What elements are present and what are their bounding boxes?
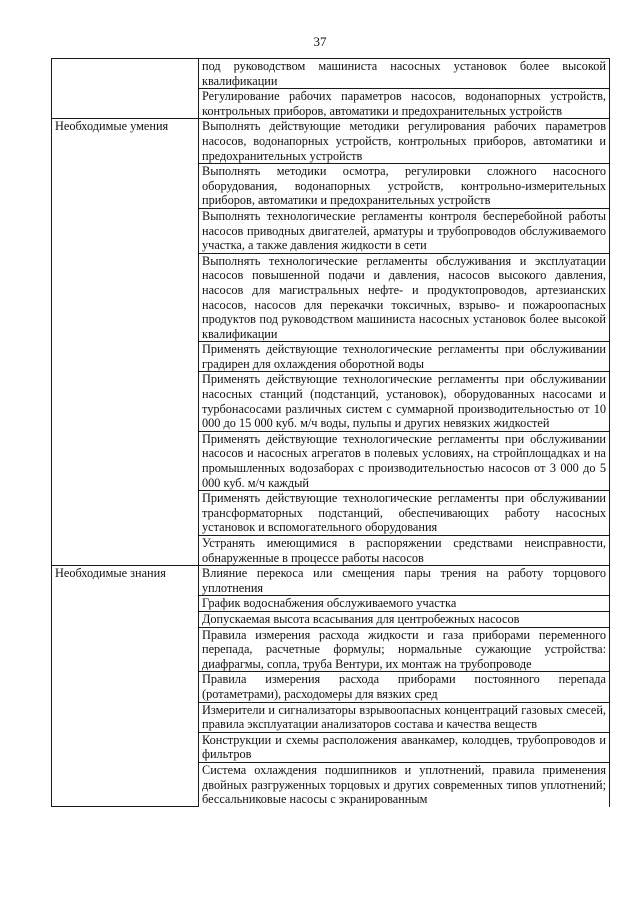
requirement-cell: Выполнять технологические регламенты контроля бесперебойной работы насосов приводных двигателей, арматуры и трубопроводов обслуживаемого участка, а также давления жидкости в сети — [199, 208, 610, 253]
requirement-cell: Выполнять методики осмотра, регулировки сложного насосного оборудования, водонапорных устройств, контрольно-измерительных приборов, автоматики и предохранительных устройств — [199, 164, 610, 209]
requirement-cell: Применять действующие технологические регламенты при обслуживании трансформаторных подстанций, обеспечивающих работу насосных установок и вспомогательного оборудования — [199, 491, 610, 536]
requirement-cell: Устранять имеющимися в распоряжении средствами неисправности, обнаруженные в процессе работы насосов — [199, 536, 610, 566]
requirement-cell: Применять действующие технологические регламенты при обслуживании градирен для охлаждения оборотной воды — [199, 342, 610, 372]
requirement-cell: Применять действующие технологические регламенты при обслуживании насосов и насосных агрегатов в полевых условиях, на стройплощадках и на промышленных водозаборах с производительностью насосов от 3 000 до 5 000 куб. м/ч каждый — [199, 431, 610, 490]
requirement-cell: Измерители и сигнализаторы взрывоопасных концентраций газовых смесей, правила эксплуатации анализаторов состава и качества веществ — [199, 702, 610, 732]
requirement-cell: Выполнять технологические регламенты обслуживания и эксплуатации насосов повышенной подачи и давления, насосов высокого давления, насосов для магистральных нефте- и продуктопроводов, артезианских насосов, насосов для перекачки токсичных, взрыво- и пожароопасных продуктов под руководством машиниста насосных установок более высокой квалификации — [199, 253, 610, 342]
table-row — [52, 59, 610, 89]
requirement-cell: под руководством машиниста насосных установок более высокой квалификации — [199, 59, 610, 89]
requirement-cell: Система охлаждения подшипников и уплотнений, правила применения двойных разгруженных торцовых и других современных типов уплотнений; бессальниковые насосы с экранированным — [199, 762, 610, 806]
requirements-table-body — [52, 59, 610, 807]
table-row — [52, 119, 610, 164]
requirement-cell: Применять действующие технологические регламенты при обслуживании насосных станций (подстанций, установок), оборудованных насосами и турбонасосами различных систем с суммарной производительностью от 10 000 до 15 000 куб. м/ч воды, пульпы и других невязких жидкостей — [199, 372, 610, 431]
requirement-cell: Правила измерения расхода жидкости и газа приборами переменного перепада, расчетные формулы; нормальные сужающие устройства: диафрагмы, сопла, труба Вентури, их монтаж на трубопроводе — [199, 627, 610, 672]
requirement-cell: Влияние перекоса или смещения пары трения на работу торцового уплотнения — [199, 566, 610, 596]
requirement-cell: Правила измерения расхода приборами постоянного перепада (ротаметрами), расходомеры для вязких сред — [199, 672, 610, 702]
section-label — [52, 59, 199, 119]
table-row — [52, 566, 610, 596]
requirement-cell: График водоснабжения обслуживаемого участка — [199, 596, 610, 612]
requirements-table-container — [51, 58, 610, 905]
requirements-table — [51, 58, 610, 807]
requirement-cell: Выполнять действующие методики регулирования рабочих параметров насосов, водонапорных устройств, контрольных приборов, автоматики и предохранительных устройств — [199, 119, 610, 164]
requirement-cell: Регулирование рабочих параметров насосов, водонапорных устройств, контрольных приборов, автоматики и предохранительных устройств — [199, 89, 610, 119]
section-label: Необходимые знания — [52, 566, 199, 807]
requirement-cell: Конструкции и схемы расположения аванкамер, колодцев, трубопроводов и фильтров — [199, 732, 610, 762]
page-number: 37 — [313, 34, 327, 49]
section-label: Необходимые умения — [52, 119, 199, 566]
requirement-cell: Допускаемая высота всасывания для центробежных насосов — [199, 611, 610, 627]
